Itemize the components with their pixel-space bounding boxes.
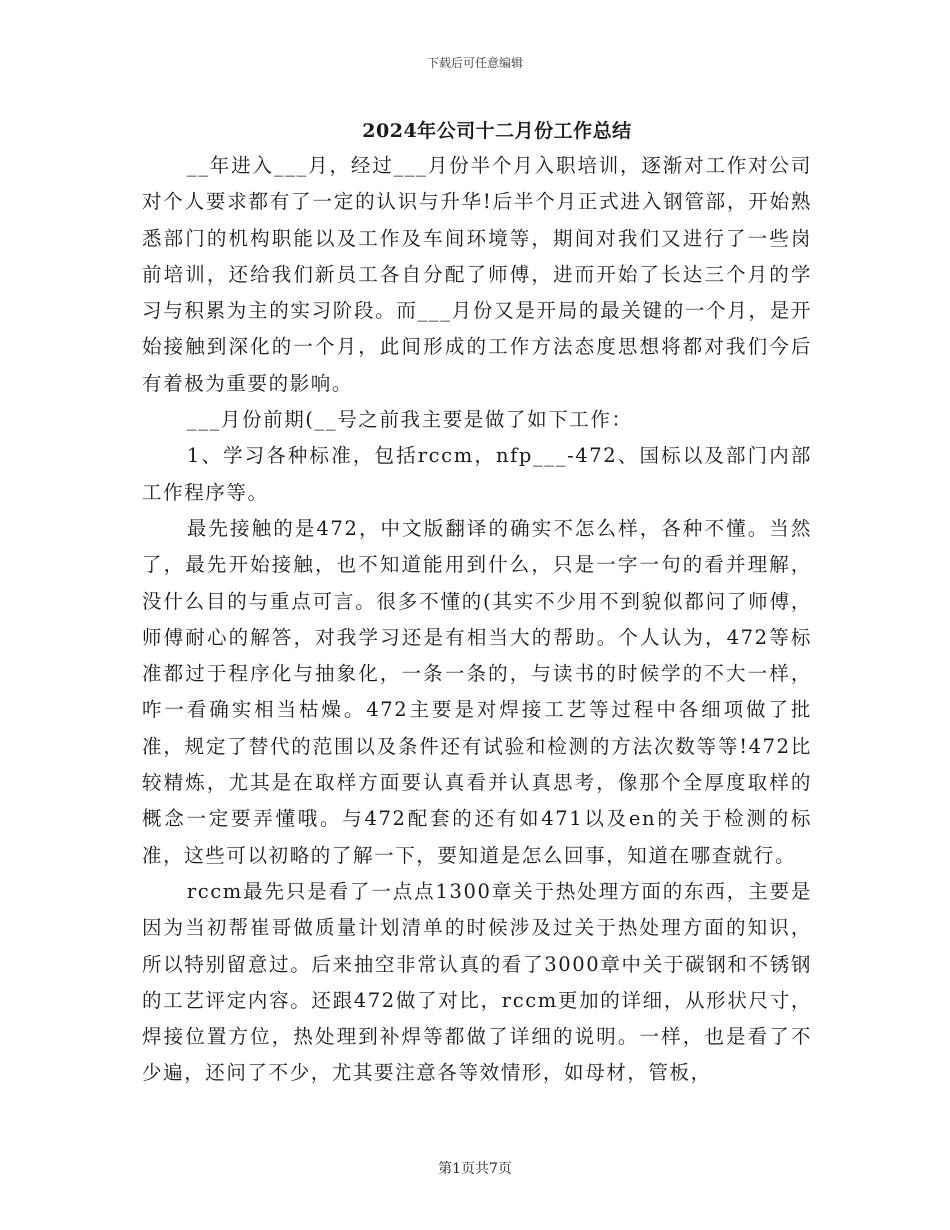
paragraph: rccm最先只是看了一点点1300章关于热处理方面的东西，主要是因为当初帮崔哥做质量计划清单的时候涉及过关于热处理方面的知识，所以特别留意过。后来抽空非常认真的看了3000章中关于碳钢和不锈钢的工艺评定内容。还跟472做了对比，rccm更加的详细，从形状尺寸，焊接位置方位，热处理到补焊等都做了详细的说明。一样，也是看了不少遍，还问了不少，尤其要注意各等效情形，如母材，管板， [142, 879, 812, 1085]
paragraph: 最先接触的是472，中文版翻译的确实不怎么样，各种不懂。当然了，最先开始接触，也不知道能用到什么，只是一字一句的看并理解，没什么目的与重点可言。很多不懂的(其实不少用不到貌似都问了师傅，师傅耐心的解答，对我学习还是有相当大的帮助。个人认为，472等标准都过于程序化与抽象化，一条一条的，与读书的时候学的不大一样，咋一看确实相当枯燥。472主要是对焊接工艺等过程中各细项做了批准，规定了替代的范围以及条件还有试验和检测的方法次数等等!472比较精炼，尤其是在取样方面要认真看并认真思考，像那个全厚度取样的概念一定要弄懂哦。与472配套的还有如471以及en的关于检测的标准，这些可以初略的了解一下，要知道是怎么回事，知道在哪查就行。 [142, 516, 812, 867]
document-title: 2024年公司十二月份工作总结 [362, 120, 632, 142]
paragraph: ___月份前期(__号之前我主要是做了如下工作： [186, 408, 633, 432]
page-number: 第1页共7页 [438, 1161, 512, 1177]
paragraph: 1、学习各种标准，包括rccm，nfp___-472、国标以及部门内部工作程序等。 [142, 444, 812, 504]
paragraph: __年进入___月，经过___月份半个月入职培训，逐渐对工作对公司对个人要求都有了一定的认识与升华!后半个月正式进入钢管部，开始熟悉部门的机构职能以及工作及车间环境等，期间对我们又进行了一些岗前培训，还给我们新员工各自分配了师傅，进而开始了长达三个月的学习与积累为主的实习阶段。而___月份又是开局的最关键的一个月，是开始接触到深化的一个月，此间形成的工作方法态度思想将都对我们今后有着极为重要的影响。 [142, 154, 812, 395]
header-note: 下载后可任意编辑 [426, 56, 523, 70]
document-body [142, 148, 812, 1092]
